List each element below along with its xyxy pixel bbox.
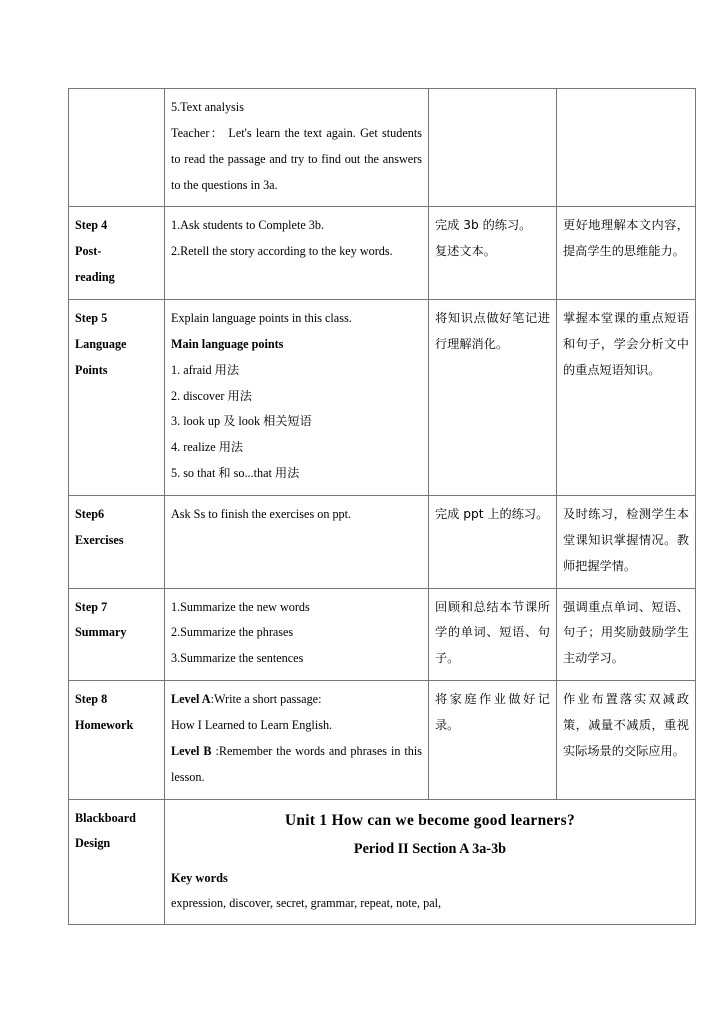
- level-a-label: Level A: [171, 692, 211, 707]
- activity-line: Explain language points in this class.: [171, 311, 352, 326]
- student-activity-cell: [429, 588, 557, 681]
- activity-line: Ask Ss to finish the exercises on ppt.: [171, 507, 352, 522]
- step-label-line: Summary: [75, 625, 127, 640]
- lesson-plan-table: [68, 88, 696, 925]
- student-activity-cell: [429, 89, 557, 207]
- blackboard-label-line: Blackboard: [75, 810, 136, 825]
- step-label-line: Exercises: [75, 532, 124, 547]
- blackboard-label-cell: [69, 799, 165, 925]
- design-intent-cell: [557, 681, 696, 799]
- student-activity-cell: [429, 207, 557, 300]
- student-activity-line: 将家庭作业做好记录。: [435, 692, 550, 733]
- design-intent-cell: [557, 207, 696, 300]
- table-row: [69, 496, 696, 589]
- activity-line: 5. so that 和 so...that 用法: [171, 466, 300, 481]
- table-row: [69, 681, 696, 799]
- activity-cell: [165, 496, 429, 589]
- activity-line-level-b: [171, 739, 422, 791]
- activity-line: 1.Summarize the new words: [171, 599, 310, 614]
- step-label-cell: [69, 300, 165, 496]
- step-label-line: Points: [75, 362, 108, 377]
- design-intent-line: 更好地理解本文内容，提高学生的思维能力。: [563, 218, 689, 259]
- student-activity-line: 回顾和总结本节课所学的单词、短语、句子。: [435, 599, 550, 666]
- student-activity-cell: [429, 681, 557, 799]
- level-b-label: Level B: [171, 743, 212, 758]
- activity-line: 5.Text analysis: [171, 100, 244, 114]
- student-activity-line: 复述文本。: [435, 244, 496, 259]
- activity-cell: [165, 207, 429, 300]
- student-activity-line: 完成 3b 的练习。: [435, 218, 532, 233]
- level-a-text: :Write a short passage:: [210, 692, 322, 707]
- step-label-line: Step6: [75, 507, 105, 522]
- design-intent-line: 强调重点单词、短语、句子；用奖励鼓励学生主动学习。: [563, 599, 689, 666]
- activity-line: Teacher： Let's learn the text again. Get students to read the passage and try to find out the answers to the questions in 3a.: [171, 125, 422, 192]
- table-row: [69, 89, 696, 207]
- activity-line: 2. discover 用法: [171, 388, 252, 403]
- activity-line-level-a: [171, 687, 422, 713]
- design-intent-line: 掌握本堂课的重点短语和句子，学会分析文中的重点短语知识。: [563, 311, 689, 377]
- design-intent-cell: [557, 300, 696, 496]
- activity-cell: [165, 588, 429, 681]
- student-activity-line: 完成 ppt 上的练习。: [435, 507, 549, 522]
- step-label-cell: [69, 681, 165, 799]
- table-row-blackboard: [69, 799, 696, 925]
- step-label-line: Post-: [75, 244, 102, 259]
- step-label-cell: [69, 89, 165, 207]
- activity-cell: [165, 681, 429, 799]
- activity-cell: [165, 300, 429, 496]
- key-words-list: expression, discover, secret, grammar, repeat, note, pal,: [171, 895, 442, 910]
- step-label-cell: [69, 588, 165, 681]
- table-row: [69, 588, 696, 681]
- blackboard-subtitle: Period II Section A 3a-3b: [353, 840, 507, 857]
- step-label-line: Homework: [75, 718, 134, 733]
- activity-line: 1.Ask students to Complete 3b.: [171, 218, 325, 233]
- blackboard-label-line: Design: [75, 836, 111, 851]
- step-label-cell: [69, 496, 165, 589]
- student-activity-cell: [429, 300, 557, 496]
- activity-line: 1. afraid 用法: [171, 362, 240, 377]
- step-label-line: Step 7: [75, 599, 108, 614]
- step-label-line: Language: [75, 336, 127, 351]
- activity-line-heading: Main language points: [171, 336, 284, 351]
- activity-cell: [165, 89, 429, 207]
- step-label-line: Step 5: [75, 311, 108, 326]
- activity-line: 3.Summarize the sentences: [171, 651, 304, 666]
- blackboard-content-cell: [165, 799, 696, 925]
- table-row: [69, 207, 696, 300]
- key-words-heading: Key words: [171, 870, 228, 885]
- student-activity-line: 将知识点做好笔记进行理解消化。: [435, 311, 550, 351]
- step-label-line: Step 4: [75, 218, 108, 233]
- activity-line: How I Learned to Learn English.: [171, 718, 333, 733]
- activity-line: 3. look up 及 look 相关短语: [171, 414, 312, 429]
- step-label-line: reading: [75, 270, 115, 285]
- step-label-cell: [69, 207, 165, 300]
- activity-line: 2.Retell the story according to the key words.: [171, 244, 393, 259]
- activity-line: 2.Summarize the phrases: [171, 625, 294, 640]
- design-intent-cell: [557, 588, 696, 681]
- design-intent-cell: [557, 496, 696, 589]
- student-activity-cell: [429, 496, 557, 589]
- blackboard-title: Unit 1 How can we become good learners?: [285, 811, 575, 829]
- level-b-text: :Remember the words and phrases in this lesson.: [171, 743, 422, 784]
- table-row: [69, 300, 696, 496]
- design-intent-line: 及时练习，检测学生本堂课知识掌握情况。教师把握学情。: [563, 507, 689, 573]
- design-intent-cell: [557, 89, 696, 207]
- design-intent-line: 作业布置落实双减政策，减量不减质，重视实际场景的交际应用。: [563, 692, 689, 758]
- activity-line: 4. realize 用法: [171, 440, 244, 455]
- step-label-line: Step 8: [75, 692, 108, 707]
